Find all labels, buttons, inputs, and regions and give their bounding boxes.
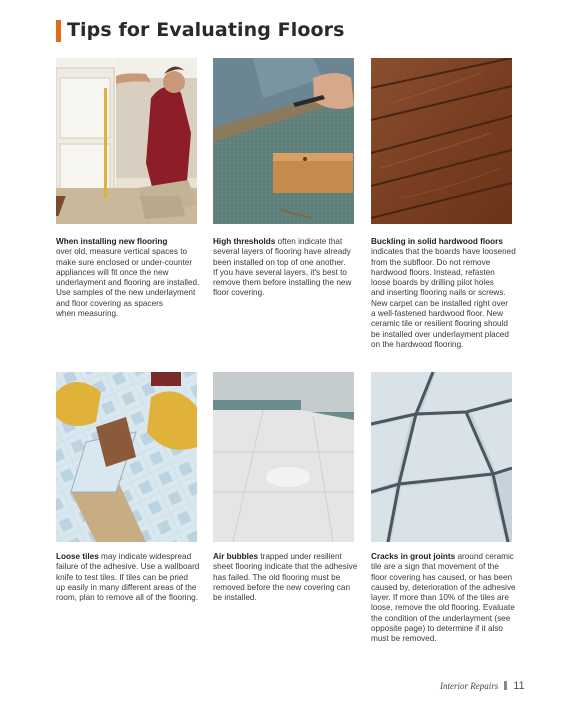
measuring-cabinets-photo — [56, 58, 197, 224]
page-title: Tips for Evaluating Floors — [67, 19, 345, 41]
tip-caption-cracked-grout: Cracks in grout joints around ceramic tile are a sign that movement of the floor covering has caused, or has been caused by, deterioration of the adhesive layer. If more than 10% of the tiles are loose, remove the old flooring. Evaluate the condition of the underlayment (see opposite page) to determine if it also must be removed. — [371, 552, 516, 644]
loose-tiles-photo — [56, 372, 197, 542]
page-number: 11 — [513, 680, 525, 692]
tip-caption-loose-tiles: Loose tiles may indicate widespread failure of the adhesive. Use a wallboard knife to test tiles. If tiles can be pried up easily in many different areas of the room, plan to remove all of the flooring. — [56, 552, 200, 603]
tip-caption-air-bubbles: Air bubbles trapped under resilient sheet flooring indicate that the adhesive has failed. The old flooring must be removed before the new covering can be installed. — [213, 552, 358, 603]
tip-caption-high-thresholds: High thresholds often indicate that several layers of flooring have already been installed on top of one another. If you have several layers, it's best to remove them before installing the new floor covering. — [213, 237, 352, 298]
cracked-grout-photo — [371, 372, 512, 542]
sheet-flooring-photo — [213, 372, 354, 542]
page-footer — [440, 680, 525, 692]
tip-caption-buckling-hardwood: Buckling in solid hardwood floors indicates that the boards have loosened from the subfloor. Do not remove hardwood floors. Instead, refasten loose boards by drilling pilot holes and inserting flooring nails or screws. New carpet can be installed right over a well-fastened hardwood floor. New ceramic tile or resilient flooring should be installed over underlayment placed on the hardwood flooring. — [371, 237, 516, 349]
footer-separator — [504, 681, 507, 690]
footer-section-name: Interior Repairs — [440, 681, 499, 691]
title-accent-bar — [56, 20, 61, 42]
hardwood-photo — [371, 58, 512, 224]
tip-caption-new-flooring: When installing new flooring over old, measure vertical spaces to make sure enclosed or under-counter appliances will fit once the new underlayment and flooring are installed. Use samples of the new underlayment and floor covering as spacers when measuring. — [56, 237, 200, 319]
threshold-carpet-photo — [213, 58, 354, 224]
